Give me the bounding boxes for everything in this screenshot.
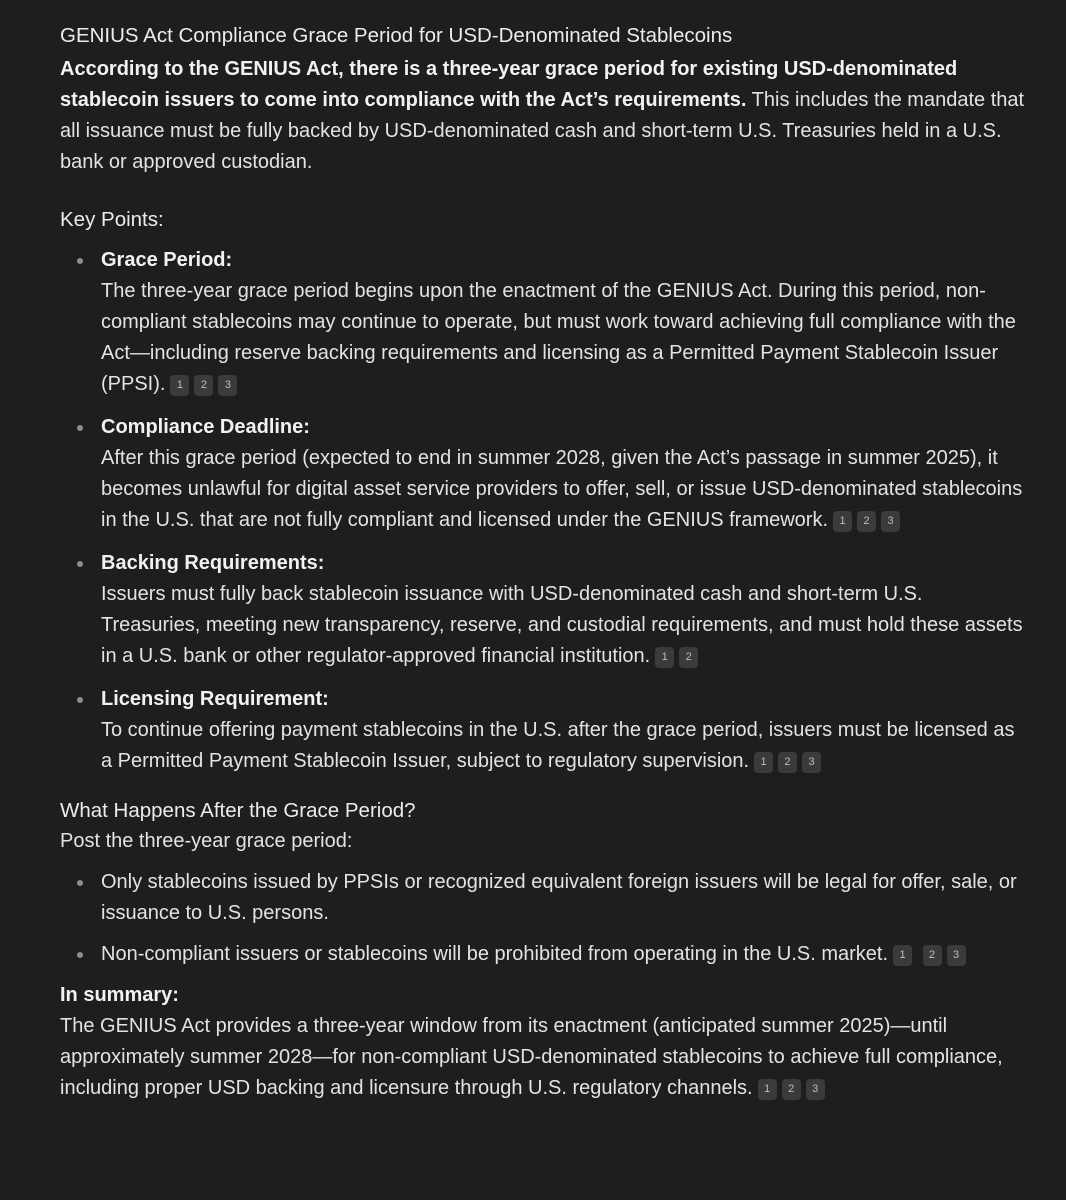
after-grace-text: Only stablecoins issued by PPSIs or recognized equivalent foreign issuers will be legal for offer, sale, or issuance to U.S. persons. — [101, 871, 1017, 924]
citation-badge[interactable]: 2 — [923, 945, 942, 966]
citation-badge[interactable]: 3 — [881, 511, 900, 532]
citation-badge[interactable]: 3 — [947, 945, 966, 966]
key-point-text: Issuers must fully back stablecoin issuance with USD-denominated cash and short-term U.S. Treasuries, meeting new transparency, reserve, and custodial requirements, and must hold these assets in a U.S. bank or other regulator-approved financial institution. — [101, 583, 1023, 667]
key-point-item — [60, 245, 1026, 400]
key-point-text: After this grace period (expected to end in summer 2028, given the Act’s passage in summer 2025), it becomes unlawful for digital asset service providers to offer, sell, or issue USD-denominated stablecoins in the U.S. that are not fully compliant and licensed under the GENIUS framework. — [101, 447, 1023, 531]
citation-badge[interactable]: 1 — [758, 1079, 777, 1100]
key-points-list — [60, 245, 1026, 777]
summary-heading: In summary: — [60, 984, 179, 1006]
citation-badge[interactable]: 2 — [857, 511, 876, 532]
key-point-title: Grace Period: — [101, 249, 233, 271]
citation-badge[interactable]: 2 — [778, 752, 797, 773]
intro-paragraph — [60, 54, 1026, 178]
citation-group — [828, 509, 900, 531]
key-point-text: The three-year grace period begins upon the enactment of the GENIUS Act. During this period, non-compliant stablecoins may continue to operate, but must work toward achieving full compliance with the Act—including reserve backing requirements and licensing as a Permitted Payment Stablecoin Issuer (PPSI). — [101, 280, 1016, 395]
citation-badge[interactable]: 1 — [655, 647, 674, 668]
after-grace-list — [60, 867, 1026, 970]
summary-text: The GENIUS Act provides a three-year window from its enactment (anticipated summer 2025)—until approximately summer 2028—for non-compliant USD-denominated stablecoins to achieve full compliance, including proper USD backing and licensure through U.S. regulatory channels. — [60, 1015, 1003, 1099]
key-point-title: Compliance Deadline: — [101, 416, 310, 438]
intro-text: This includes the mandate that all issuance must be fully backed by USD-denominated cash and short-term U.S. Treasuries held in a U.S. bank or approved custodian. — [60, 89, 1025, 173]
key-point-item — [60, 412, 1026, 536]
citation-badge[interactable]: 3 — [802, 752, 821, 773]
citation-badge[interactable]: 2 — [679, 647, 698, 668]
after-grace-item — [60, 939, 1026, 970]
citation-badge[interactable]: 1 — [833, 511, 852, 532]
key-points-heading: Key Points: — [60, 208, 164, 231]
citation-group — [749, 750, 821, 772]
key-point-item — [60, 548, 1026, 672]
citation-group — [753, 1077, 825, 1099]
citation-group — [165, 373, 237, 395]
citation-badge[interactable]: 2 — [194, 375, 213, 396]
citation-badge[interactable]: 1 — [754, 752, 773, 773]
key-point-title: Backing Requirements: — [101, 552, 325, 574]
key-point-item — [60, 684, 1026, 777]
after-grace-intro: Post the three-year grace period: — [60, 830, 353, 852]
citation-badge[interactable]: 1 — [170, 375, 189, 396]
citation-group — [650, 645, 698, 667]
after-grace-heading: What Happens After the Grace Period? — [60, 799, 416, 822]
citation-badge[interactable]: 2 — [782, 1079, 801, 1100]
after-grace-item — [60, 867, 1026, 929]
key-point-text: To continue offering payment stablecoins in the U.S. after the grace period, issuers must be licensed as a Permitted Payment Stablecoin Issuer, subject to regulatory supervision. — [101, 719, 1015, 772]
citation-badge[interactable]: 3 — [806, 1079, 825, 1100]
intro-bold-text: According to the GENIUS Act, there is a three-year grace period for existing USD-denominated stablecoin issuers to come into compliance with the Act’s requirements. — [60, 58, 958, 111]
response-title: GENIUS Act Compliance Grace Period for USD-Denominated Stablecoins — [60, 24, 733, 47]
citation-badge[interactable]: 3 — [218, 375, 237, 396]
summary-paragraph — [60, 1011, 1026, 1104]
after-grace-text: Non-compliant issuers or stablecoins will be prohibited from operating in the U.S. market. — [101, 943, 889, 965]
key-point-title: Licensing Requirement: — [101, 688, 329, 710]
citation-badge[interactable]: 1 — [893, 945, 912, 966]
